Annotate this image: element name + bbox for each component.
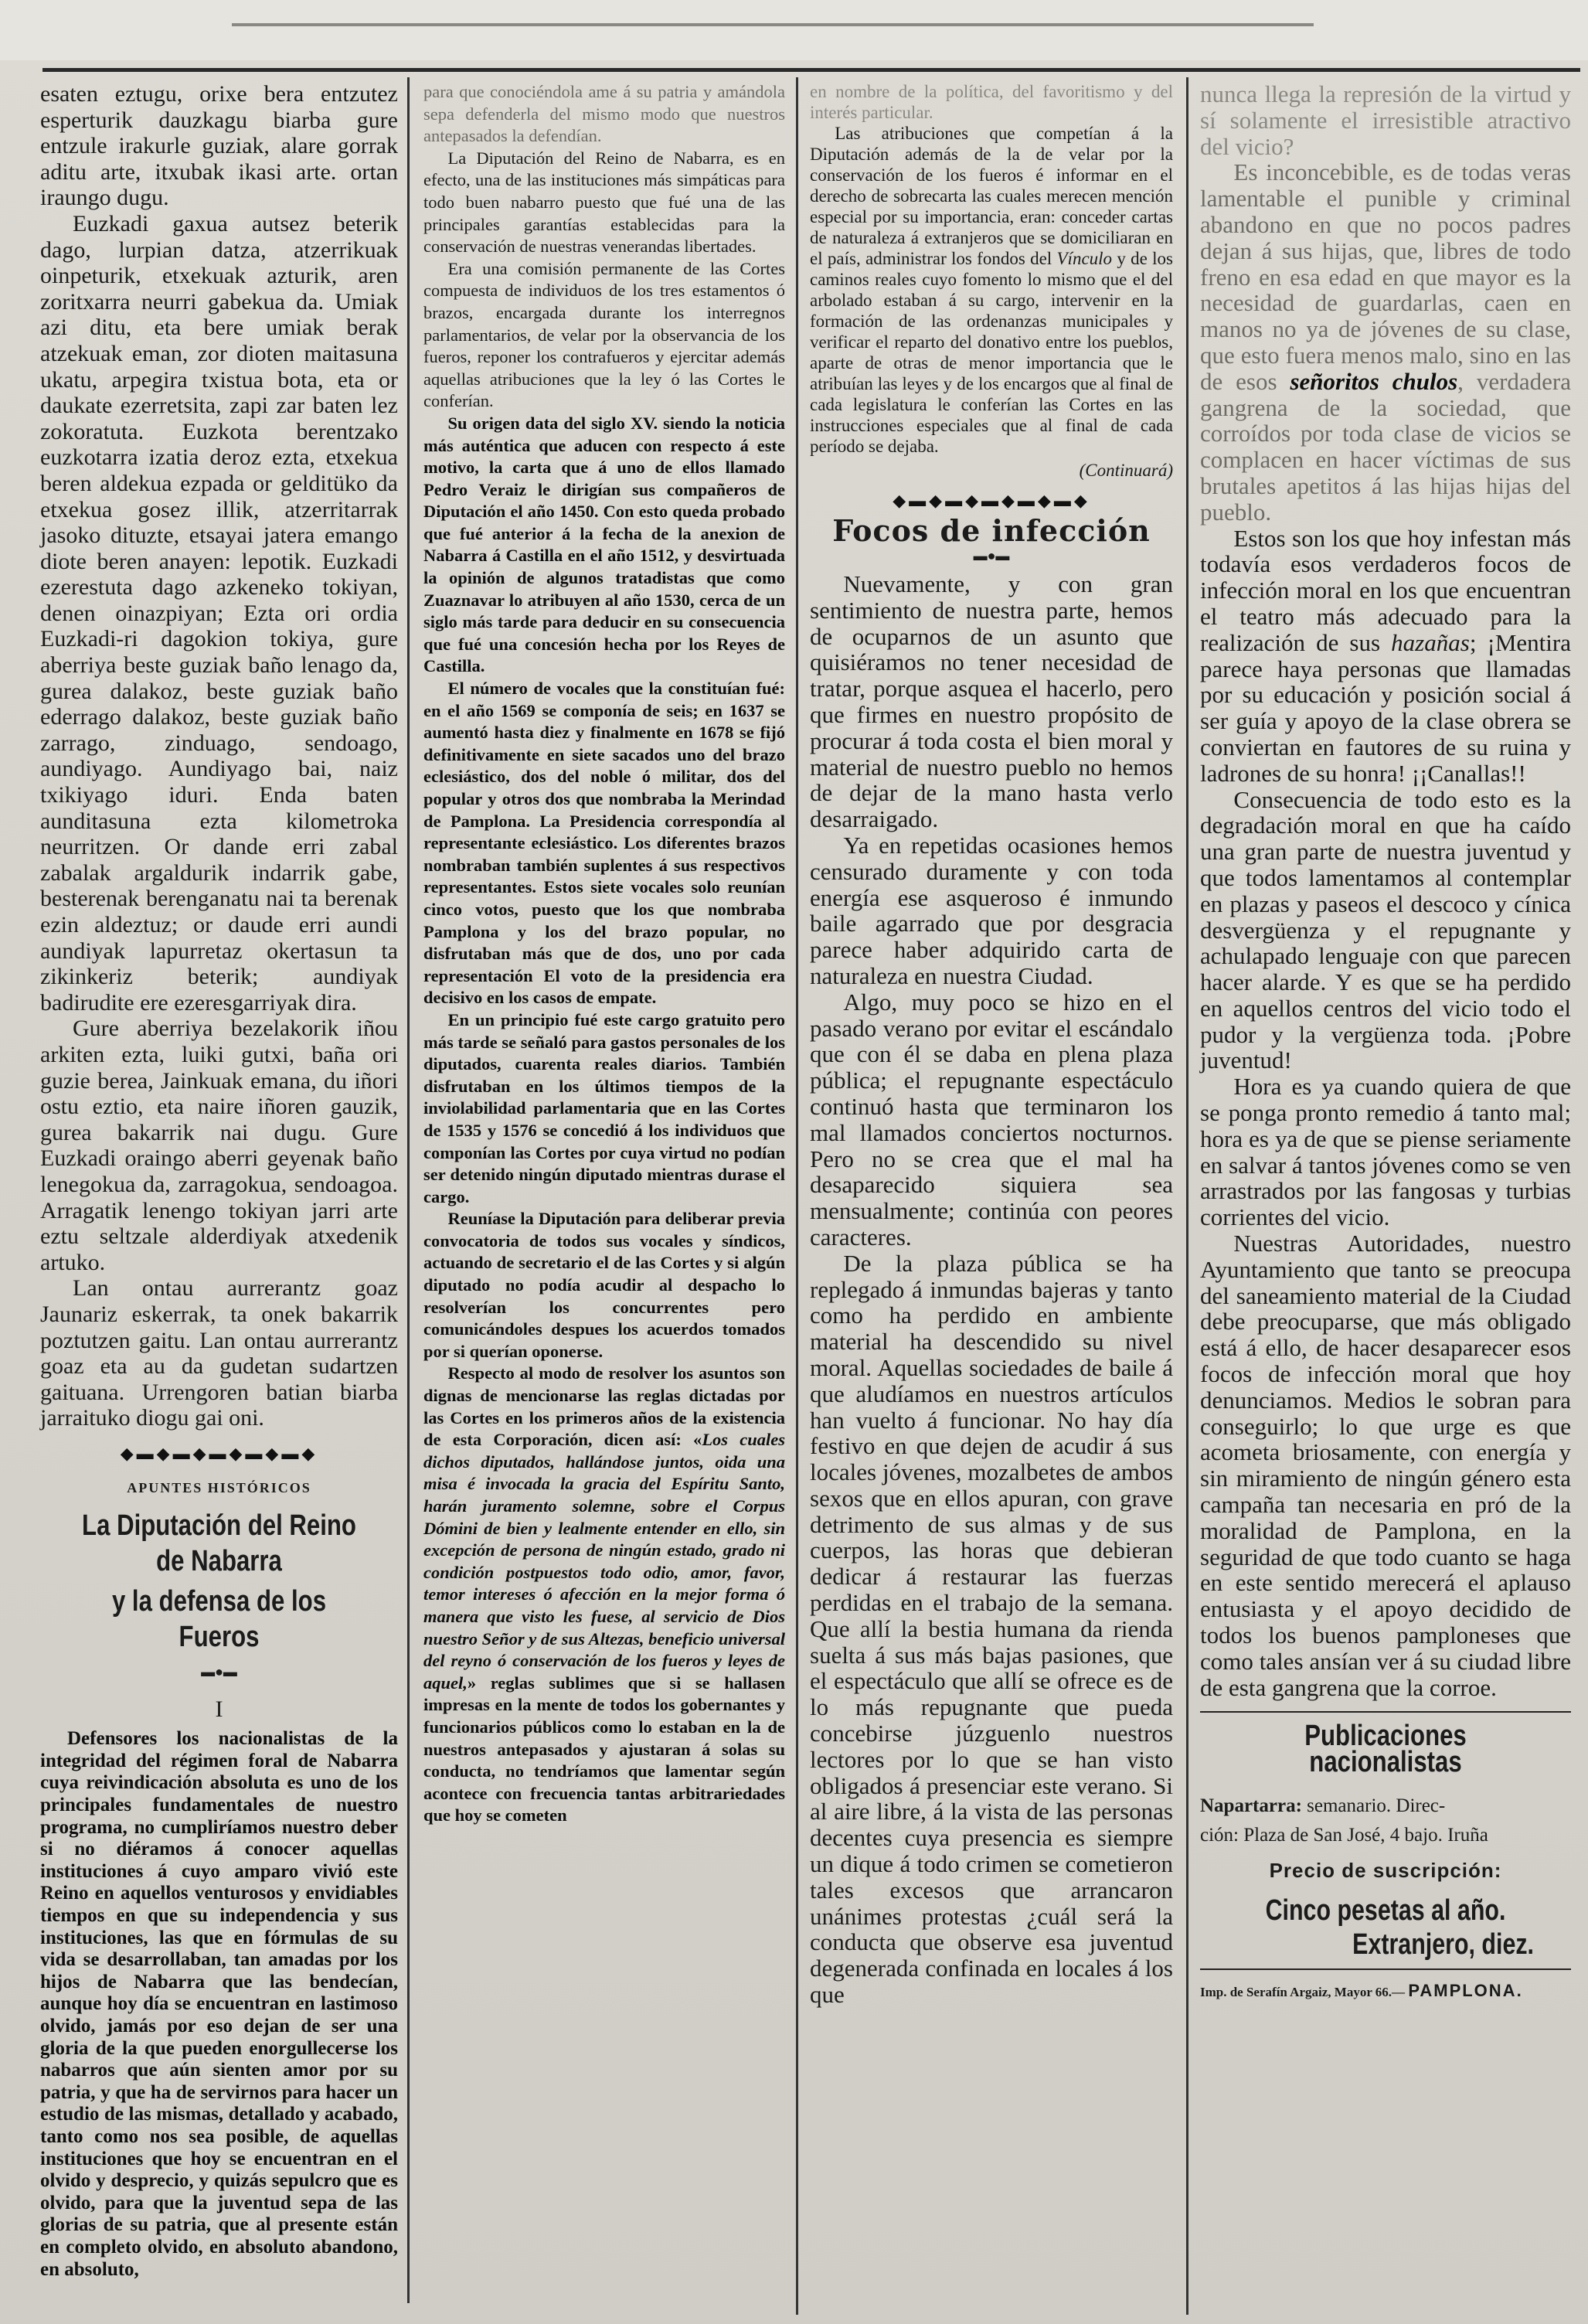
col1-paragraph-1: esaten eztugu, orixe bera entzutez esperturik dauzkagu biarba gure entzule irakurle guziak, alare gorrak aditu arte, itxubak ikasi arte. ortan iraungo dugu.: [40, 81, 398, 211]
col4-paragraph-6: Nuestras Autoridades, nuestro Ayuntamiento que tanto se preocupa del saneamiento material de la Ciudad debe preocuparse, que más obligado está á ello, de hacer desaparecer esos focos de infección moral que hoy denunciamos. Medios le sobran para conseguirlo; lo que urge es que acometa briosamente, con energía y sin miramiento de ningún género esta campaña tan necesaria en pró de la moralidad de Pamplona, en la seguridad de que todo cuanto se haga en este sentido merecerá el aplauso entusiasta y el apoyo decidido de todos los buenos pamploneses que como tales ansían ver á su ciudad libre de esta gangrena que la corroe.: [1200, 1230, 1571, 1701]
section-label: APUNTES HISTÓRICOS: [127, 1480, 311, 1496]
column-4: [1200, 81, 1571, 2006]
col4-p3-start: Estos son los que hoy infestan más todavía esos verdaderos focos de infección moral en los que encuentran el teatro más adecuado para la realización de sus: [1200, 524, 1571, 656]
subscription-heading: Precio de suscripción:: [1269, 1859, 1502, 1882]
col2-paragraph-6: En un principio fué este cargo gratuito pero más tarde se señaló para gastos personales de los diputados, cuarenta reales diarios. También disfrutaban en los últimos tiempos de la inviolabilidad parlamentaria que en las Cortes de 1535 y 1576 se concedió á los individuos que componían las Cortes por cuya virtud no podían ser detenido ningún diputado mientras durase el cargo.: [423, 1009, 785, 1206]
col4-paragraph-1: nunca llega la represión de la virtud y sí solamente el irresistible atractivo del vicio?: [1200, 80, 1571, 160]
column-3: [810, 81, 1173, 2008]
col4-p2-end: , verdadera gangrena de la sociedad, que corroídos por toda clase de vicios se complacen en hacer víctimas de sus brutales apetitos á las hijas hijas del pueblo.: [1200, 367, 1571, 526]
col3-paragraph-3: Nuevamente, y con gran sentimiento de nuestra parte, hemos de ocuparnos de un asunto que quisiéramos no tener necesidad de tratar, porque asquea el hacerlo, pero que firmes en nuestro propósito de procurar á toda costa el bien moral y material de nuestro pueblo no hemos de dejar de la mano hasta verlo desarraigado.: [810, 570, 1173, 833]
column-divider-2: [796, 77, 798, 2315]
col3-p2-end: y de los caminos reales cuyo fomento lo mismo que el del arbolado estaban á su cargo, intervenir en la formación de las ordenanzas municipales y verificar el reparto del donativo entre los pueblos, aparte de otras de menor importancia que le atribuían las leyes y de los encargos que al final de cada legislatura le conferían las Cortes en las instrucciones especiales que al final de cada período se dejaba.: [810, 249, 1174, 456]
top-rule: [43, 68, 1580, 72]
small-ornament: ▬●▬: [201, 1664, 237, 1680]
col1-paragraph-5: Defensores los nacionalistas de la integridad del régimen foral de Nabarra cuya reivindicación absoluta es uno de los principales fundamentales de nuestro programa, no cumpliríamos nuestro deber si no diéramos á conocer aquellas instituciones á cuyo amparo vivió este Reino en aquellos venturosos y envidiables tiempos en que su independencia y sus instituciones, las que en fórmulas de su vida se desarrollaban, tan amadas por los hijos de Nabarra que las bendecían, aunque hoy día se encuentran en lastimoso olvido, jamás por eso dejan de ser una gloria de la que pueden enorgullecerse los nabarros que aún sienten amor por su patria, y que ha de servirnos para hacer un estudio de las mismas, detallado y acabado, tanto como nos sea posible, de aquellas instituciones que hoy se encuentran en el olvido y desprecio, y quizás sepulcro que es olvido, para que la juventud sepa de las glorias de su patria, que al presente están en completo olvido, en absoluto abandono, en absoluto,: [40, 1728, 398, 2280]
article-title-focos: Focos de infección: [832, 513, 1151, 548]
publication-name: Napartarra:: [1200, 1795, 1302, 1816]
col3-p2-italic: Vínculo: [1056, 249, 1113, 268]
article-title-line-2: y la defensa de los Fueros: [111, 1585, 327, 1654]
col3-paragraph-4: Ya en repetidas ocasiones hemos censurado duramente y con toda energía ese asqueroso é inmundo baile agarrado que por desgracia parece haber adquirido carta de naturaleza en nuestra Ciudad.: [810, 831, 1173, 989]
imprint-prefix: Imp. de Serafín Argaiz, Mayor 66.—: [1200, 1985, 1409, 2000]
col4-p3-italic: hazañas: [1391, 628, 1470, 656]
imprint-city: PAMPLONA.: [1408, 1981, 1523, 2001]
col3-paragraph-2: [810, 123, 1173, 457]
col2-p8-end: » reglas sublimes que si se hallasen impresas en la mente de todos los gobernantes y funcionarios públicos como lo estaban en la de nuestros antepasados y ajustaran á solas su conducta, no tendríamos que lamentar según acontece con frecuencia tantas arbitrariedades que hoy se cometen: [423, 1672, 785, 1826]
col4-paragraph-2: [1200, 159, 1571, 525]
col4-p2-italic: señoritos chulos: [1290, 367, 1458, 395]
continuara-note: (Continuará): [1079, 461, 1173, 480]
column-2: [423, 81, 785, 1827]
ornament-divider-2: ◆▬◆▬◆▬◆▬◆▬◆: [893, 491, 1090, 510]
col2-paragraph-4: Su origen data del siglo XV. siendo la noticia más auténtica que aducen con respecto á este motivo, la carta que á uno de ellos llamado Pedro Veraiz le dirigían sus compañeros de Diputación el año 1450. Con esto queda probado que fué anterior á la fecha de la anexion de Nabarra á Castilla en el año 1512, y desvirtuada la opinión de algunos tratadistas que como Zuaznavar lo atribuyen al año 1530, cerca de un siglo más tarde para deducir en su consecuencia que fué una concesión hecha por los Reyes de Castilla.: [423, 413, 785, 676]
col4-p3-end: ; ¡Mentira parece haya personas que llamadas por su educación y posición social á ser guía y apoyo de la clase obrera se conviertan en fautores de su ruina y ladrones de su honra! ¡¡Canallas!!: [1200, 628, 1571, 787]
col4-paragraph-4: Consecuencia de todo esto es la degradación moral en que ha caído una gran parte de nuestra juventud y que todos lamentamos al contemplar en plazas y paseos el descoco y cínica desvergüenza y el repugnante y achulapado lenguaje con que parecen hacer alarde. Y es que se ha perdido en aquellos centros del vicio todo el pudor y la vergüenza toda. ¡Pobre juventud!: [1200, 785, 1571, 1074]
col2-paragraph-3: Era una comisión permanente de las Cortes compuesta de individuos de los tres estamentos ó brazos, encargada durante los interregnos parlamentarios, de velar por la observancia de los fueros, reponer los contrafueros y ejercitar además aquellas atribuciones que la ley ó las Cortes le conferían.: [423, 258, 785, 411]
col4-paragraph-5: Hora es ya cuando quiera de que se ponga pronto remedio á tanto mal; hora es ya de que se piense seriamente en salvar á tantos jóvenes como se ven arrastrados por las fangosas y turbias corrientes del vicio.: [1200, 1073, 1571, 1231]
column-1: [40, 81, 398, 2281]
col2-paragraph-8: [423, 1363, 785, 1826]
column-divider-1: [407, 77, 410, 2303]
col3-paragraph-1: en nombre de la política, del favoritismo y del interés particular.: [810, 82, 1173, 122]
publication-address: ción: Plaza de San José, 4 bajo. Iruña: [1200, 1825, 1488, 1846]
col2-paragraph-2: La Diputación del Reino de Nabarra, es en efecto, una de las instituciones más simpáticas para todo buen nabarro puesto que fué una de las principales garantías establecidas para la conservación de nuestras venerandas libertades.: [423, 148, 785, 257]
chapter-number: I: [215, 1696, 223, 1722]
divider-rule-2: [1200, 1968, 1571, 1970]
publication-desc-1: semanario. Direc-: [1301, 1795, 1446, 1816]
col1-paragraph-2: Euzkadi gaxua autsez beterik dago, lurpian datza, atzerrikuak oinpeturik, etxekuak azturik, aren zoritxarra neurri gabekua da. Umiak azi ditu, eta bere umiak berak atzekuak eman, zor dioten maitasuna ukatu, arpegira txistua bota, eta or daukate ezerretsita, zapi zar baten lez zokoratuta. Euzkota berentzako euzkotarra izatia deroz ezta, etxekua beren aldekua ezpada or gelditüko da etxekua gosez illik, atzerritarrak jasoko dituzte, etsayai jatera emango diote beren anayen: lepotik. Euzkadi ezerestuta dago azkeneko tokiyan, denen oinazpiyan; Ezta ori ordia Euzkadi-ri dagokion tokiya, gure aberriya beste guziak baño lenago da, gurea dalakoz, beste guziak baño ederrago dalakoz, beste guziak baño zarrago, zinduago, sendoago, aundiyago. Aundiyago bai, naiz txikiyago iduri. Enda baten aunditasuna ezta kilometroka neurritzen. Or dande erri zabal zabalak argaldurik indarrik gabe, besterenak berenganatu nai ta berenak ezin aldeztuz; or daude erri aundi aundiyak lapurretaz okertasun ta zikinkeriz beterik; aundiyak badirudite ere ezeresgarriyak dira.: [40, 210, 398, 1016]
col2-p8-quote: Los cuales dichos diputados, hallándose juntos, oida una misa é invocada la gracia del Espíritu Santo, harán juramento solemne, sobre el Corpus Dómini de bien y lealmente entender en ello, sin excepción de persona de ningún estado, grado ni condición postpuestos todo odio, amor, favor, temor intereses ó afección en la mejor forma ó manera que visto les fuese, al servicio de Dios nuestro Señor y de sus Altezas, beneficio universal del reyno ó conservación de los fueros y leyes de aquel,: [423, 1430, 785, 1693]
column-divider-3: [1186, 77, 1188, 2315]
col1-paragraph-3: Gure aberriya bezelakorik iñou arkiten ezta, luiki gutxi, baña ori guzie berea, Jainkuak emana, du iñori ostu eztio, eta naire iñoren gauzik, gurea bakarrik nai dugu. Gure Euzkadi oraingo aberri geyenak baño lenegokua da, zarragokua, sendoagoa. Arragatik lenengo tokiyan jarri arte eztu seltzale alderdiyak atxedenik artuko.: [40, 1016, 398, 1275]
col3-paragraph-6: De la plaza pública se ha replegado á inmundas bajeras y tanto como ha perdido en ambiente material ha descendido su nivel moral. Aquellas sociedades de baile á que aludíamos en nuestros artículos han vuelto á funcionar. No hay día festivo en que dejen de acudir á sus locales jóvenes, mozalbetes de ambos sexos que en ellos apuran, con grave detrimento de sus almas y de sus cuerpos, las horas que debieran dedicar á restaurar las fuerzas perdidas en el trabajo de la semana. Que allí la bestia humana da rienda suelta á sus más bajas pasiones, que el espectáculo que allí se ofrece es de lo más repugnante que pueda concebirse júzguenlo nuestros lectores por lo que se han visto obligados á presenciar este verano. Si al aire libre, á la vista de las personas decentes cuya presencia es siempre un dique á todo crimen se cometieron tales excesos que arrancaron unánimes protestas ¿cuál será la conducta que observe esa juventud degenerada confinada en locales á los que: [810, 1249, 1173, 2009]
publication-line-1: [1200, 1791, 1571, 1821]
publications-title: Publicaciones nacionalistas: [1304, 1720, 1467, 1779]
col3-paragraph-5: Algo, muy poco se hizo en el pasado verano por evitar el escándalo que con él se daba en plena plaza pública; el repugnante espectáculo continuó hasta que terminaron los mal llamados conciertos nocturnos. Pero no se crea que el mal ha desaparecido siquiera sea mensualmente; continúa con peores caracteres.: [810, 988, 1173, 1250]
col2-paragraph-7: Reuníase la Diputación para deliberar previa convocatoria de todos sus vocales y síndicos, actuando de secretario el de las Cortes y si algún diputado no podía acudir al despacho lo resolverían los concurrentes pero comunicándoles despues los acuerdos tomados por si querían oponerse.: [423, 1209, 785, 1361]
top-border-mark: [232, 0, 1314, 26]
subscription-price: Cinco pesetas al año.: [1265, 1894, 1506, 1927]
ornament-divider: ◆▬◆▬◆▬◆▬◆▬◆: [120, 1443, 318, 1463]
foreign-price: Extranjero, diez.: [1352, 1928, 1534, 1961]
col4-paragraph-3: [1200, 526, 1571, 787]
col3-p2-start: Las atribuciones que competían á la Diputación además de la de velar por la conservación de los fueros é informar en el derecho de sobrecarta las cuales merecen mención especial por su importancia, eran: conceder cartas de naturaleza á extranjeros que se domiciliaran en el país, administrar los fondos del: [810, 124, 1173, 268]
col2-paragraph-1: para que conociéndola ame á su patria y amándola sepa defenderla del mismo modo que nuestros antepasados la defendían.: [423, 82, 785, 146]
divider-rule: [1200, 1711, 1571, 1713]
col1-paragraph-4: Lan ontau aurrerantz goaz Jaunariz eskerrak, ta onek bakarrik poztutzen gaitu. Lan ontau aurrerantz goaz eta au da gudetan sudartzen gaituana. Urrengoren batian biarba jarraituko diogu gai oni.: [40, 1275, 398, 1431]
imprint-line: [1200, 1978, 1571, 2006]
col3-body: [810, 571, 1173, 2008]
article-title-line-1: La Diputación del Reino de Nabarra: [82, 1509, 356, 1578]
col2-p8-start: Respecto al modo de resolver los asuntos son dignas de mencionarse las reglas dictadas por las Cortes en los primeros años de la existencia de esta Corporación, dicen así: «: [423, 1363, 785, 1450]
small-ornament-2: ▬●▬: [973, 548, 1010, 563]
col2-paragraph-5: El número de vocales que la constituían fué: en el año 1569 se componía de seis; en 1637 se aumentó hasta diez y finalmente en 1678 se fijó definitivamente en siete sacados uno del brazo eclesiástico, dos del noble ó militar, dos del popular y otros dos que nombraba la Merindad de Pamplona. La Presidencia correspondía al representante eclesiástico. Los diferentes brazos nombraban también suplentes á sus respectivos representantes. Estos siete vocales solo reunían cinco votos, puesto que los que nombraba Pamplona y los del brazo popular, no disfrutaban más que de dos, uno por cada representación El voto de la presidencia era decisivo en los casos de empate.: [423, 679, 785, 1008]
col4-p2-start: Es inconcebible, es de todas veras lamentable el punible y criminal abandono en que no pocos padres dejan á sus hijas, que, libres de todo freno en esa edad en que mayor es la necesidad de guardarlas, caen en manos no ya de jóvenes de su clase, que esto fuera menos malo, sino en las de esos: [1200, 158, 1571, 395]
